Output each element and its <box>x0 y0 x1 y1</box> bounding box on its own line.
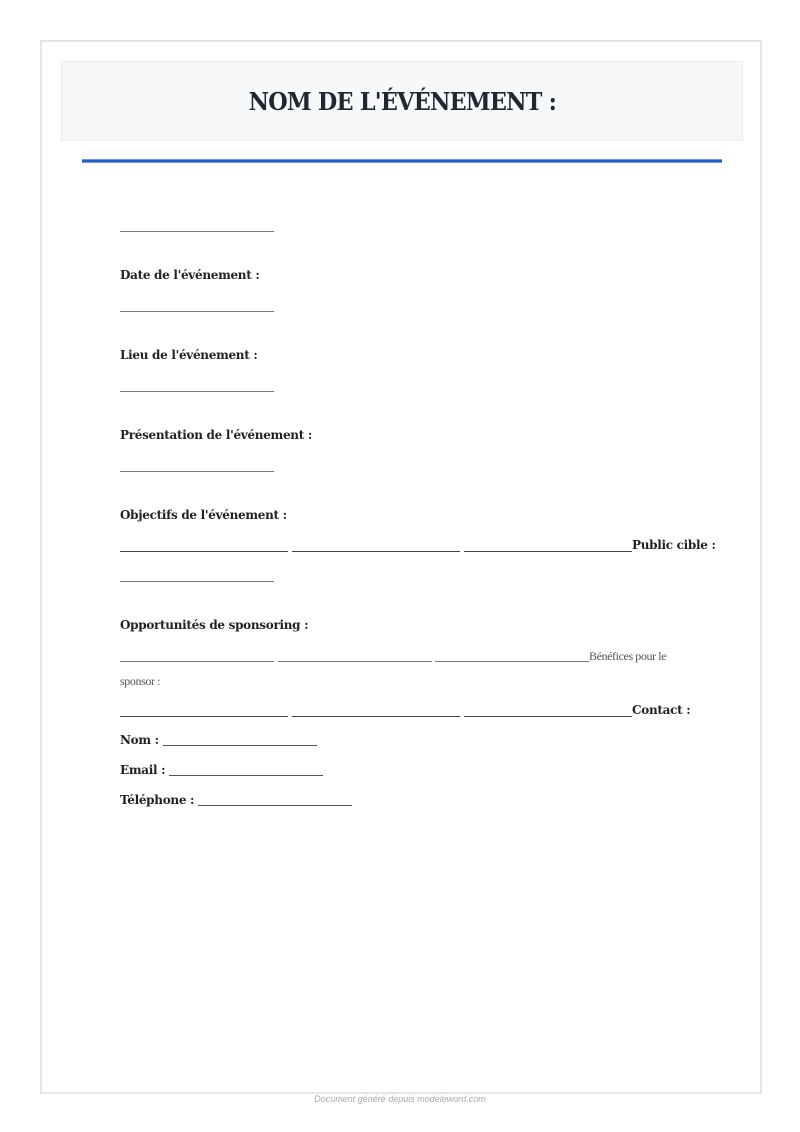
objectives-label: Objectifs de l'événement : <box>120 508 287 522</box>
contact-email-label: Email : <box>120 763 166 777</box>
contact-name-row <box>120 733 317 747</box>
location-field[interactable] <box>120 391 274 392</box>
event-name-field[interactable] <box>120 231 274 232</box>
sponsoring-label: Opportunités de sponsoring : <box>120 618 309 632</box>
location-label: Lieu de l'événement : <box>120 348 258 362</box>
date-field[interactable] <box>120 311 274 312</box>
benefits-label-line1: Bénéfices pour le <box>589 649 667 663</box>
contact-phone-row <box>120 793 352 807</box>
benefits-label-line2: sponsor : <box>120 674 161 688</box>
benefits-field-2[interactable] <box>292 716 460 717</box>
document-page <box>40 40 762 1094</box>
benefits-field-1[interactable] <box>120 716 288 717</box>
footer-credit: Document généré depuis modeleword.com <box>314 1094 486 1104</box>
contact-email-row <box>120 763 323 777</box>
sponsoring-field-2[interactable] <box>278 661 432 662</box>
objectives-field-2[interactable] <box>292 551 460 552</box>
title-divider <box>82 146 722 176</box>
sponsoring-field-1[interactable] <box>120 661 274 662</box>
page-title: NOM DE L'ÉVÉNEMENT : <box>248 86 556 116</box>
date-label: Date de l'événement : <box>120 268 260 282</box>
sponsoring-field-3[interactable] <box>435 661 589 662</box>
objectives-field-3[interactable] <box>464 551 632 552</box>
audience-field[interactable] <box>120 581 274 582</box>
contact-phone-field[interactable] <box>198 805 352 806</box>
objectives-field-1[interactable] <box>120 551 288 552</box>
accent-rule <box>82 159 722 163</box>
audience-label: Public cible : <box>632 538 716 552</box>
contact-phone-label: Téléphone : <box>120 793 195 807</box>
presentation-field[interactable] <box>120 471 274 472</box>
presentation-label: Présentation de l'événement : <box>120 428 312 442</box>
contact-name-field[interactable] <box>163 745 317 746</box>
contact-email-field[interactable] <box>169 775 323 776</box>
contact-label: Contact : <box>632 703 691 717</box>
contact-name-label: Nom : <box>120 733 159 747</box>
benefits-field-3[interactable] <box>464 716 632 717</box>
title-banner <box>61 61 743 141</box>
